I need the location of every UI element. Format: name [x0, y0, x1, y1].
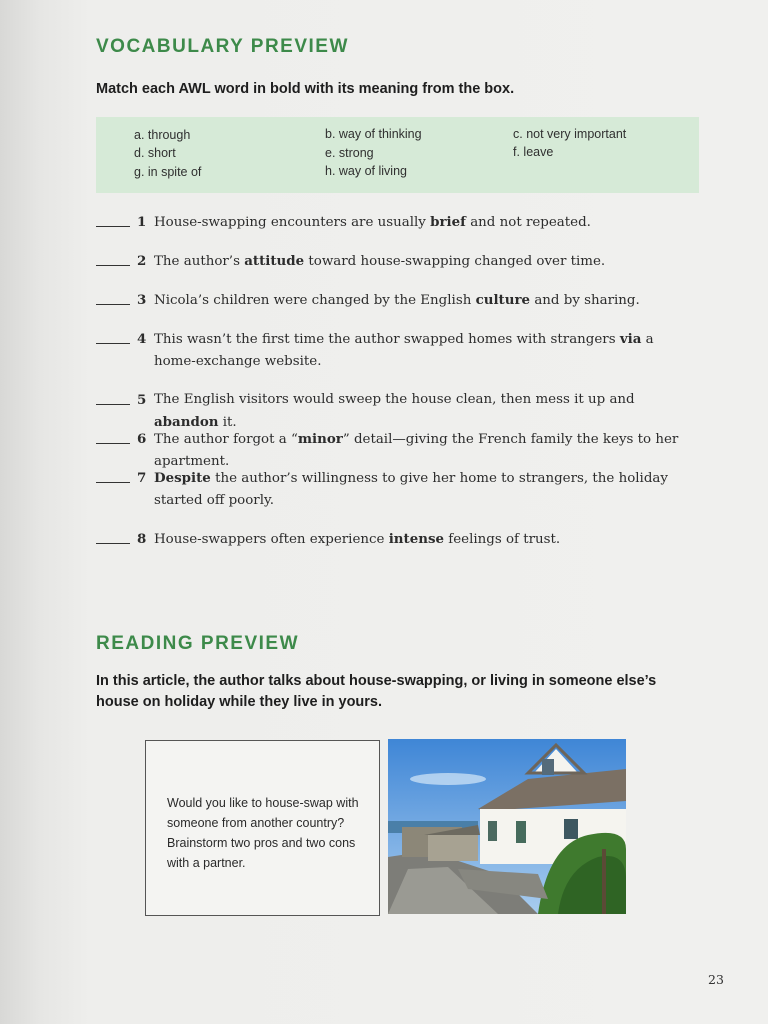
item-number: 6 [137, 431, 147, 447]
answer-blank[interactable] [96, 289, 130, 305]
awl-word: abandon [154, 414, 219, 430]
item-text: House-swappers often experience intense feelings of trust. [154, 531, 561, 547]
answer-blank[interactable] [96, 389, 130, 405]
awl-word: via [619, 331, 642, 347]
answer-blank[interactable] [96, 328, 130, 344]
vocabulary-instruction: Match each AWL word in bold with its meaning from the box. [96, 81, 515, 97]
option-d: d. short [134, 146, 176, 160]
option-a: a. through [134, 128, 191, 142]
discussion-prompt: Would you like to house-swap with someone from another country? Brainstorm two pros and two cons with a partner. [167, 796, 359, 870]
option-b: b. way of thinking [325, 127, 422, 141]
cottage-photo [388, 739, 626, 914]
item-number: 2 [137, 253, 147, 269]
option-e: e. strong [325, 146, 374, 160]
item-text: This wasn’t the first time the author swapped homes with strangers via a home-exchange website. [154, 331, 654, 369]
awl-word: intense [388, 531, 445, 547]
reading-preview-heading: READING PREVIEW [96, 633, 300, 654]
page-number: 23 [708, 972, 724, 987]
option-f: f. leave [513, 145, 554, 159]
item-number: 5 [137, 392, 147, 408]
item-text: The English visitors would sweep the house clean, then mess it up and abandon it. [154, 392, 635, 430]
discussion-box [145, 740, 380, 916]
item-number: 1 [137, 214, 147, 230]
item-text: Despite the author’s willingness to give her home to strangers, the holiday started off poorly. [154, 470, 668, 508]
answer-blank[interactable] [96, 528, 130, 544]
cottage-photo-image [388, 739, 626, 914]
item-text: House-swapping encounters are usually brief and not repeated. [154, 214, 591, 230]
option-c: c. not very important [513, 127, 627, 141]
answer-blank[interactable] [96, 211, 130, 227]
answer-blank[interactable] [96, 250, 130, 266]
reading-intro: In this article, the author talks about house-swapping, or living in someone else’s house on holiday while they live in yours. [96, 673, 657, 710]
item-text: Nicola’s children were changed by the English culture and by sharing. [154, 292, 640, 308]
word-meaning-box [96, 117, 699, 193]
item-text: The author’s attitude toward house-swapping changed over time. [154, 253, 606, 269]
option-g: g. in spite of [134, 165, 202, 179]
item-number: 3 [137, 292, 147, 308]
item-number: 7 [137, 470, 147, 486]
answer-blank[interactable] [96, 467, 130, 483]
item-text: The author forgot a “minor” detail—giving the French family the keys to her apartment. [154, 431, 679, 469]
vocabulary-preview-heading: VOCABULARY PREVIEW [96, 36, 349, 57]
awl-word: minor [297, 431, 343, 447]
answer-blank[interactable] [96, 428, 130, 444]
item-number: 8 [137, 531, 147, 547]
awl-word: attitude [244, 253, 305, 269]
item-number: 4 [137, 331, 147, 347]
option-h: h. way of living [325, 164, 407, 178]
awl-word: culture [475, 292, 531, 308]
awl-word: brief [430, 214, 466, 230]
awl-word: Despite [154, 470, 211, 486]
